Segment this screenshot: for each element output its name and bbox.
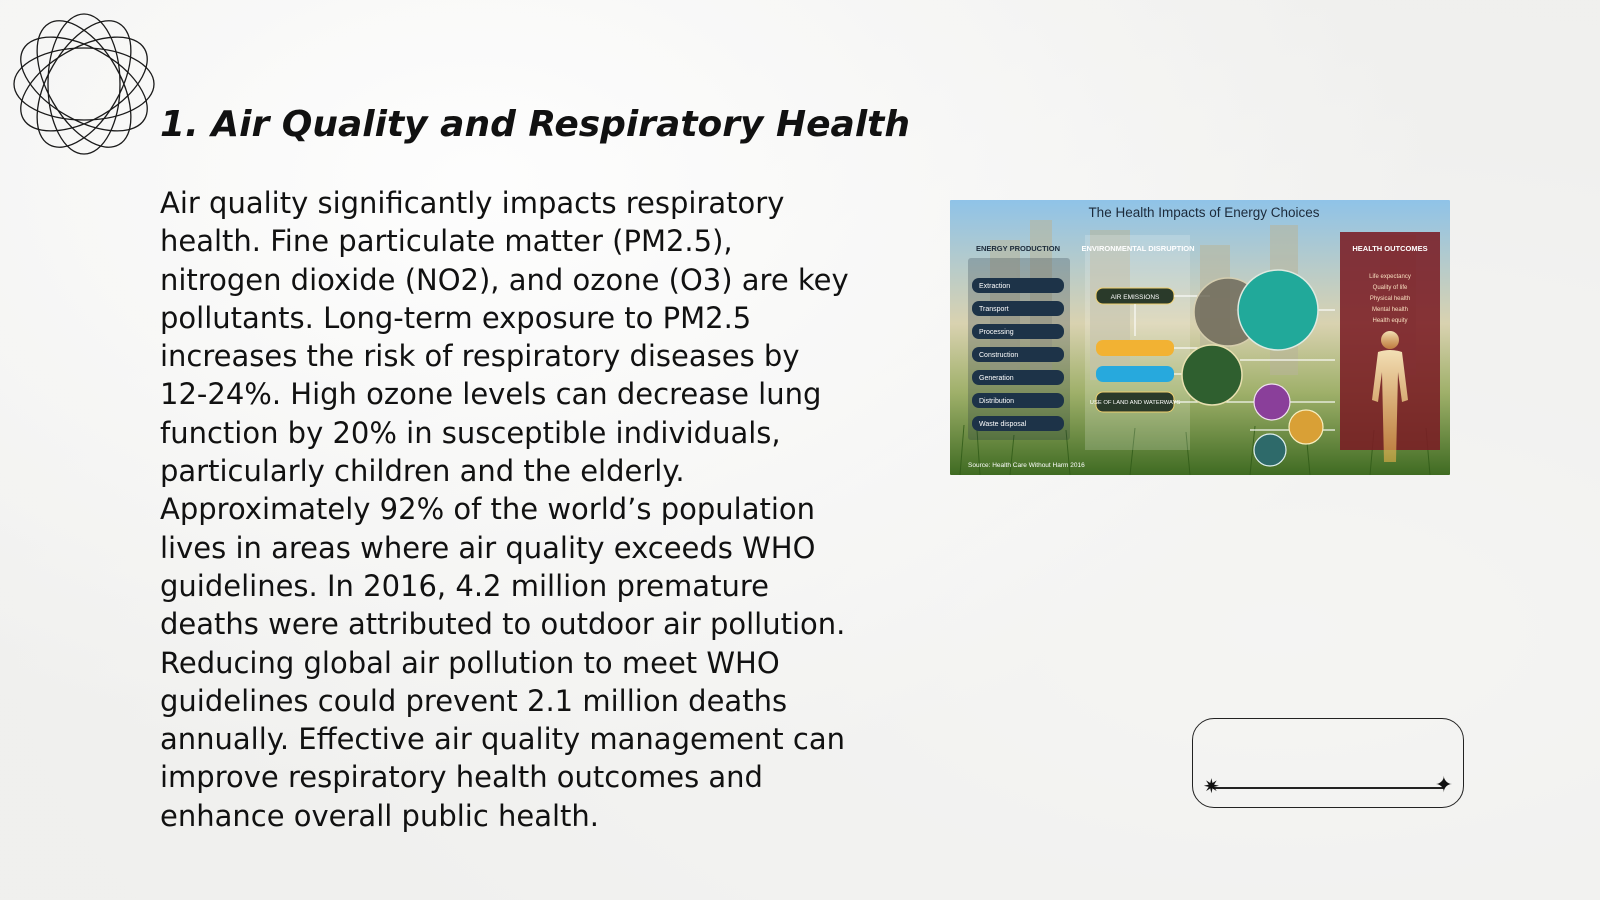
energy-step: Transport xyxy=(979,306,1009,313)
slide-title: 1. Air Quality and Respiratory Health xyxy=(160,104,911,145)
energy-step: Generation xyxy=(979,375,1014,382)
health-item: Mental health xyxy=(1371,307,1409,313)
energy-health-infographic xyxy=(950,200,1450,475)
infographic-title: The Health Impacts of Energy Choices xyxy=(1088,205,1320,220)
health-column-label: HEALTH OUTCOMES xyxy=(1352,244,1428,253)
energy-step: Construction xyxy=(979,352,1019,359)
orbit-logo-icon xyxy=(10,10,158,158)
health-item: Life expectancy xyxy=(1369,274,1411,280)
energy-step: Processing xyxy=(979,329,1014,336)
sparkle-icon: ✷ xyxy=(1203,774,1220,798)
infographic-source: Source: Health Care Without Harm 2016 xyxy=(968,462,1085,469)
energy-step: Waste disposal xyxy=(979,421,1027,428)
health-item: Quality of life xyxy=(1372,285,1408,291)
env-column-label: ENVIRONMENTAL DISRUPTION xyxy=(1081,244,1195,253)
env-item: AIR EMISSIONS xyxy=(1110,294,1160,301)
body-paragraph: Air quality significantly impacts respiratory health. Fine particulate matter (PM2.5), nitrogen dioxide (NO2), and ozone (O3) are key pollutants. Long-term exposure to PM2.5 increases the risk of respiratory diseases by 12-24%. High ozone levels can decrease lung function by 20% in susceptible individuals, particularly children and the elderly. Approximately 92% of the world’s population lives in areas where air quality exceeds WHO guidelines. In 2016, 4.2 million premature deaths were attributed to outdoor air pollution. Reducing global air pollution to meet WHO guidelines could prevent 2.1 million deaths annually. Effective air quality management can improve respiratory health outcomes and enhance overall public health. xyxy=(160,186,849,833)
energy-column-label: ENERGY PRODUCTION xyxy=(975,244,1061,253)
health-item: Health equity xyxy=(1372,318,1408,324)
energy-step: Distribution xyxy=(979,398,1015,405)
env-item: USE OF LAND AND WATERWAYS xyxy=(1089,400,1181,406)
decorative-frame xyxy=(1192,718,1464,808)
four-point-star-icon: ✦ xyxy=(1434,773,1453,798)
decorative-line xyxy=(1213,787,1443,789)
health-item: Physical health xyxy=(1369,296,1411,302)
energy-step: Extraction xyxy=(979,283,1011,290)
